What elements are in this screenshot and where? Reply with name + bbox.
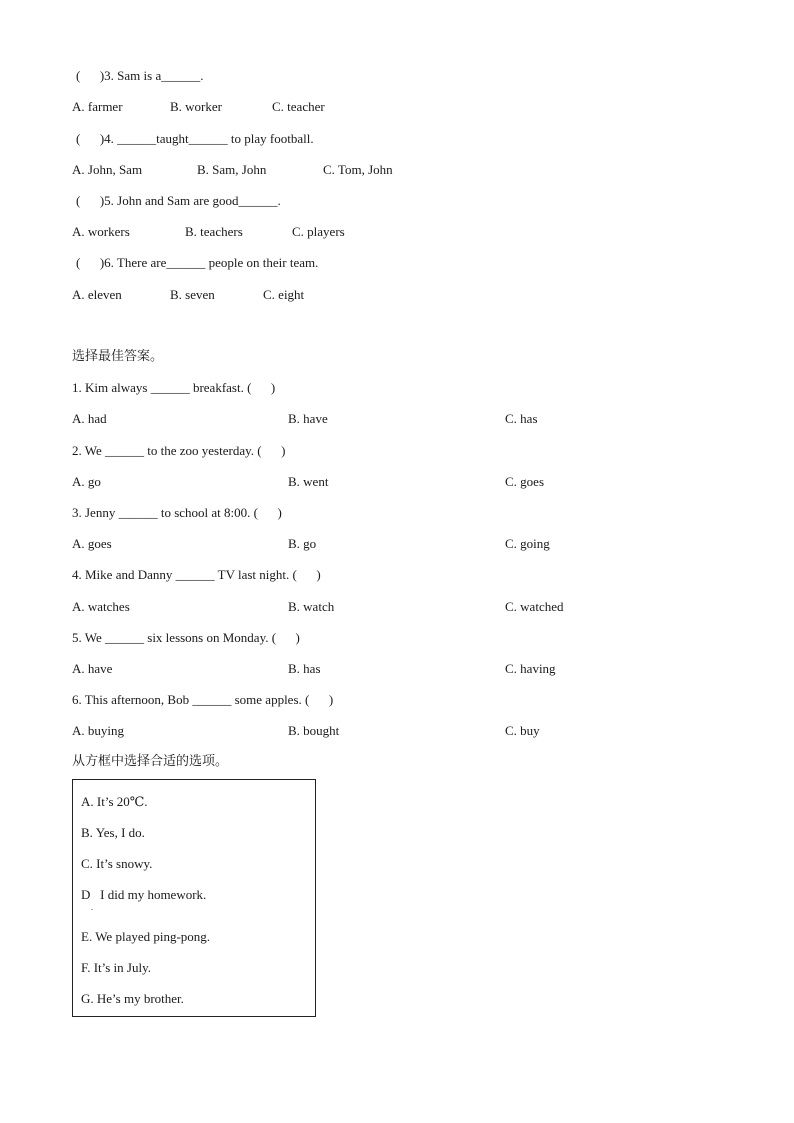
question-3: ( )3. Sam is a______. (76, 68, 204, 83)
mc6-option-b: B. bought (288, 723, 340, 738)
mc2-option-a: A. go (72, 474, 101, 489)
mc5-option-c: C. having (505, 661, 556, 676)
mc-question-6: 6. This afternoon, Bob ______ some apples. ( ) (72, 692, 334, 707)
mc4-option-b: B. watch (288, 599, 335, 614)
q3-option-a: A. farmer (72, 99, 123, 114)
mc-question-2: 2. We ______ to the zoo yesterday. ( ) (72, 443, 286, 458)
box-option-d: D I did my homework. (81, 887, 207, 902)
q6-option-b: B. seven (170, 287, 215, 302)
section-heading-best-answer: 选择最佳答案。 (72, 349, 164, 364)
section-heading-choose-from-box: 从方框中选择合适的选项。 (72, 754, 229, 769)
mc6-option-a: A. buying (72, 723, 124, 738)
mc4-option-c: C. watched (505, 599, 564, 614)
mc5-option-b: B. has (288, 661, 321, 676)
q3-option-b: B. worker (170, 99, 222, 114)
mc-question-1: 1. Kim always ______ breakfast. ( ) (72, 380, 276, 395)
mc1-option-b: B. have (288, 411, 328, 426)
mc3-option-a: A. goes (72, 536, 112, 551)
mc3-option-b: B. go (288, 536, 317, 551)
question-4: ( )4. ______taught______ to play football. (76, 131, 314, 146)
mc-question-5: 5. We ______ six lessons on Monday. ( ) (72, 630, 300, 645)
q6-option-a: A. eleven (72, 287, 122, 302)
mc-question-4: 4. Mike and Danny ______ TV last night. ( ) (72, 567, 321, 582)
box-option-d-dot: . (91, 903, 93, 912)
question-6: ( )6. There are______ people on their team. (76, 255, 319, 270)
q5-option-a: A. workers (72, 224, 130, 239)
mc1-option-c: C. has (505, 411, 538, 426)
mc4-option-a: A. watches (72, 599, 130, 614)
box-option-c: C. It’s snowy. (81, 856, 153, 871)
box-option-a: A. It’s 20℃. (81, 794, 148, 809)
box-option-g: G. He’s my brother. (81, 991, 184, 1006)
answer-options-box (72, 779, 316, 1017)
q4-option-c: C. Tom, John (323, 162, 393, 177)
mc-question-3: 3. Jenny ______ to school at 8:00. ( ) (72, 505, 282, 520)
box-option-e: E. We played ping-pong. (81, 929, 211, 944)
mc1-option-a: A. had (72, 411, 107, 426)
mc2-option-b: B. went (288, 474, 329, 489)
box-option-b: B. Yes, I do. (81, 825, 145, 840)
q4-option-a: A. John, Sam (72, 162, 143, 177)
mc2-option-c: C. goes (505, 474, 544, 489)
mc3-option-c: C. going (505, 536, 550, 551)
q5-option-c: C. players (292, 224, 345, 239)
q3-option-c: C. teacher (272, 99, 325, 114)
q6-option-c: C. eight (263, 287, 305, 302)
question-5: ( )5. John and Sam are good______. (76, 193, 281, 208)
box-option-f: F. It’s in July. (81, 960, 151, 975)
q5-option-b: B. teachers (185, 224, 243, 239)
mc6-option-c: C. buy (505, 723, 540, 738)
mc5-option-a: A. have (72, 661, 113, 676)
q4-option-b: B. Sam, John (197, 162, 267, 177)
